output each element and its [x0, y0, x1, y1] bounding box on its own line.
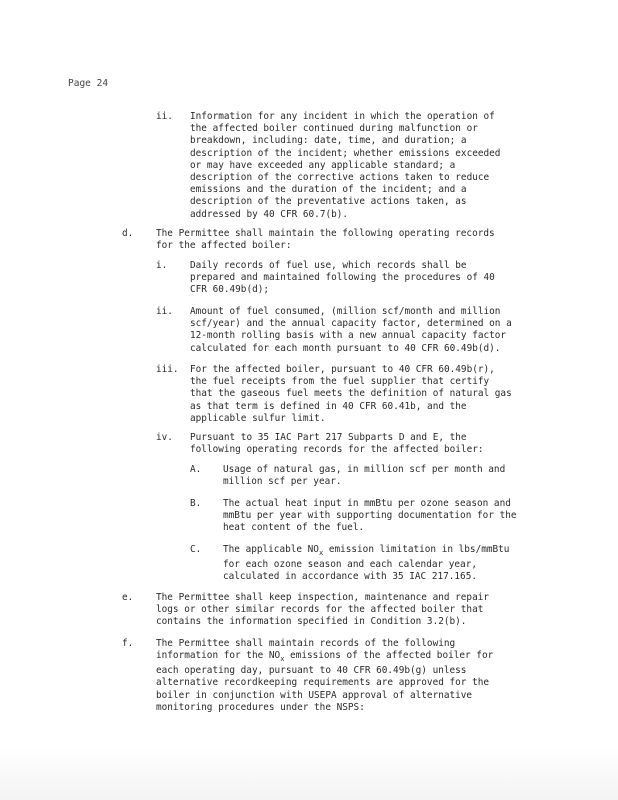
sub-item-c-marker: C.	[190, 544, 202, 555]
item-ii-marker: ii.	[156, 111, 173, 122]
item-ii-text: Information for any incident in which the operation of the affected boiler continued during malfunction or breakdown, including: date, time, and duration; a description of the incident; whether emissions exceeded or may have exceeded any applicable standard; a description of the corrective actions taken to reduce emissions and the duration of the incident; and a description of the preventative actions taken, as addressed by 40 CFR 60.7(b).	[190, 111, 501, 220]
section-e-text: The Permittee shall keep inspection, maintenance and repair logs or other similar records for the affected boiler that contains the information specified in Condition 3.2(b).	[156, 592, 490, 628]
sub-item-b-text: The actual heat input in mmBtu per ozone season and mmBtu per year with supporting documentation for the heat content of the fuel.	[223, 498, 517, 534]
d-item-i-marker: i.	[156, 260, 168, 271]
page-bottom-shade	[0, 748, 618, 800]
d-item-i-text: Daily records of fuel use, which records shall be prepared and maintained following the procedures of 40 CFR 60.49b(d);	[190, 260, 495, 296]
sub-item-b-marker: B.	[190, 498, 202, 509]
d-item-iii-marker: iii.	[156, 364, 179, 375]
section-d-text: The Permittee shall maintain the following operating records for the affected boiler:	[156, 228, 495, 252]
page-number: Page 24	[68, 78, 109, 89]
d-item-iii-text: For the affected boiler, pursuant to 40 CFR 60.49b(r), the fuel receipts from the fuel supplier that certify that the gaseous fuel meets the definition of natural gas as that term is defined in 40 CFR 60.41b, and the applicable sulfur limit.	[190, 364, 512, 424]
section-e-marker: e.	[122, 592, 134, 603]
d-item-iv-marker: iv.	[156, 432, 173, 443]
sub-item-a-text: Usage of natural gas, in million scf per month and million scf per year.	[223, 464, 506, 488]
sub-item-a-marker: A.	[190, 464, 202, 475]
d-item-ii-marker: ii.	[156, 306, 173, 317]
sub-item-c-text: The applicable $NO_x$ emission limitation in lbs/mmBtu for each ozone season and each calendar year, calculated in accordance with 35 IAC 217.165.	[223, 544, 510, 583]
d-item-ii-text: Amount of fuel consumed, (million scf/month and million scf/year) and the annual capacity factor, determined on a 12-month rolling basis with a new annual capacity factor calculated for each month pursuant to 40 CFR 60.49b(d).	[190, 306, 512, 354]
section-f-marker: f.	[122, 638, 134, 649]
d-item-iv-text: Pursuant to 35 IAC Part 217 Subparts D and E, the following operating records for the affected boiler:	[190, 432, 484, 456]
section-f-text: The Permittee shall maintain records of the following information for the $NO_x$ emissions of the affected boiler for each operating day, pursuant to 40 CFR 60.49b(g) unless alternative recordkeeping requirements are approved for the boiler in conjunction with USEPA approval of alternative monitoring procedures under the NSPS:	[156, 638, 494, 713]
section-d-marker: d.	[122, 228, 134, 239]
